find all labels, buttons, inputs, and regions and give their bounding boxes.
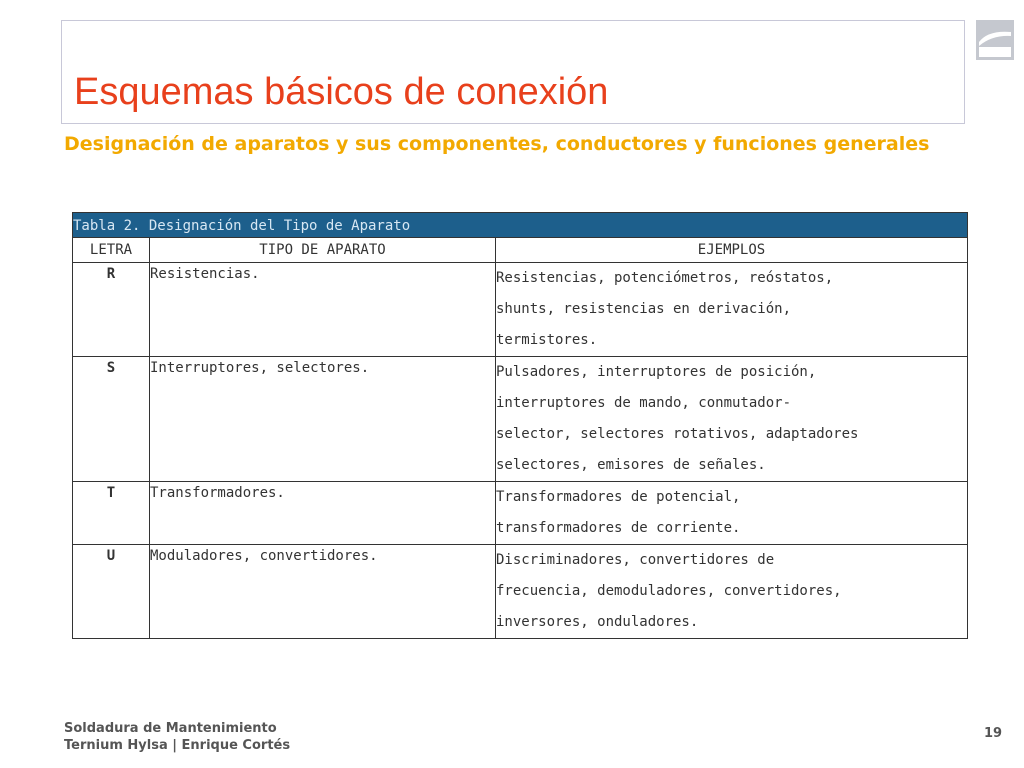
row-ejemplos (496, 482, 968, 545)
row-ejemplos (496, 357, 968, 482)
company-logo-icon (976, 20, 1014, 60)
ejemplos-line: selectores, emisores de señales. (496, 457, 766, 473)
ejemplos-line: Resistencias, potenciómetros, reóstatos, (496, 270, 834, 286)
row-letter: U (73, 545, 150, 639)
ejemplos-line: inversores, onduladores. (496, 614, 699, 630)
table-row (73, 357, 968, 482)
footer-course: Soldadura de Mantenimiento (64, 721, 277, 736)
page-number: 19 (984, 726, 1003, 741)
page-title: Esquemas básicos de conexión (74, 71, 609, 113)
ejemplos-line: selector, selectores rotativos, adaptadores (496, 426, 859, 442)
table-row (73, 482, 968, 545)
ejemplos-line: Discriminadores, convertidores de (496, 552, 775, 568)
table-caption-row (73, 213, 968, 238)
row-letter: T (73, 482, 150, 545)
table-row (73, 545, 968, 639)
row-ejemplos (496, 545, 968, 639)
table-caption: Tabla 2. Designación del Tipo de Aparato (73, 213, 968, 238)
row-tipo: Resistencias. (150, 263, 496, 357)
ejemplos-line: interruptores de mando, conmutador- (496, 395, 792, 411)
row-letter: S (73, 357, 150, 482)
ejemplos-line: shunts, resistencias en derivación, (496, 301, 792, 317)
ejemplos-line: Transformadores de potencial, (496, 489, 741, 505)
ejemplos-line: termistores. (496, 332, 598, 348)
row-tipo: Transformadores. (150, 482, 496, 545)
row-tipo: Interruptores, selectores. (150, 357, 496, 482)
row-tipo: Moduladores, convertidores. (150, 545, 496, 639)
device-designation-table (72, 212, 968, 639)
header-ejemplos: EJEMPLOS (496, 238, 968, 263)
ejemplos-line: transformadores de corriente. (496, 520, 741, 536)
table-row (73, 263, 968, 357)
table-body (73, 263, 968, 639)
ejemplos-line: Pulsadores, interruptores de posición, (496, 364, 817, 380)
header-tipo: TIPO DE APARATO (150, 238, 496, 263)
table-header-row (73, 238, 968, 263)
header-letra: LETRA (73, 238, 150, 263)
row-letter: R (73, 263, 150, 357)
footer (64, 720, 290, 754)
ejemplos-line: frecuencia, demoduladores, convertidores, (496, 583, 842, 599)
subtitle: Designación de aparatos y sus componentes, conductores y funciones generales (64, 133, 930, 155)
footer-author: Ternium Hylsa | Enrique Cortés (64, 738, 291, 753)
row-ejemplos (496, 263, 968, 357)
